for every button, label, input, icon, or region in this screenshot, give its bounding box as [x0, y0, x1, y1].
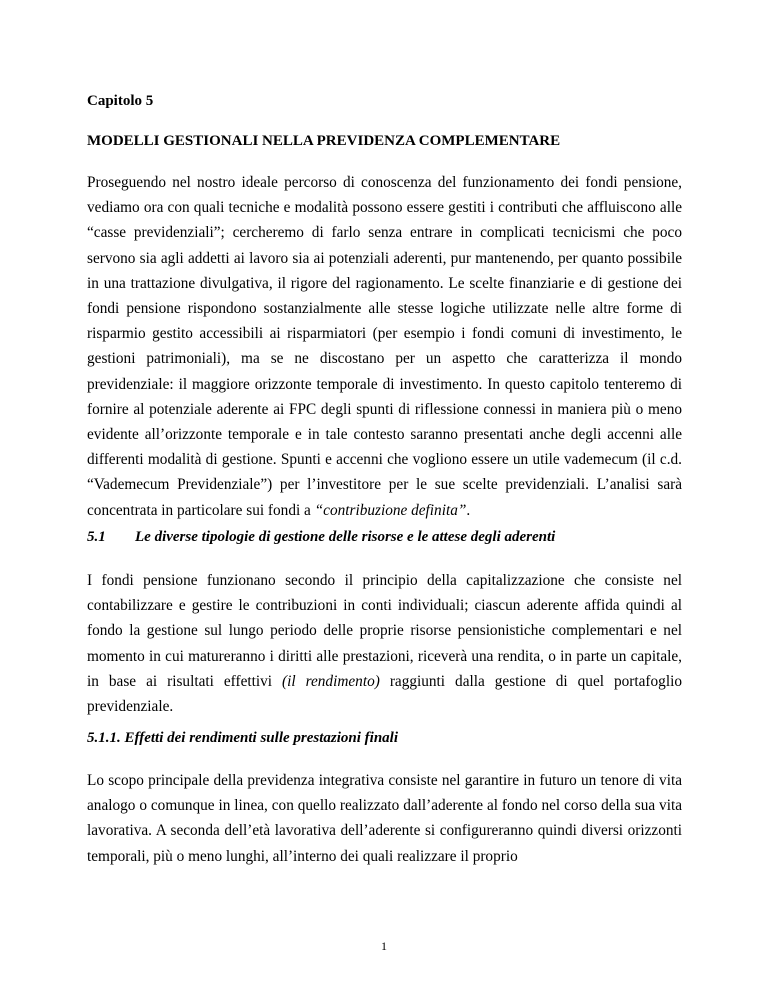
- section-paragraph-emphasis: (il rendimento): [282, 672, 380, 690]
- chapter-label: Capitolo 5: [87, 93, 154, 109]
- section-title: Le diverse tipologie di gestione delle risorse e le attese degli aderenti: [135, 529, 556, 545]
- intro-paragraph: [87, 170, 682, 523]
- subsection-paragraph: Lo scopo principale della previdenza integrativa consiste nel garantire in futuro un tenore di vita analogo o comunque in linea, con quello realizzato dall’aderente al fondo nel corso della sua vita lavorativa. A seconda dell’età lavorativa dell’aderente si configureranno quindi diversi orizzonti temporali, più o meno lunghi, all’interno dei quali realizzare il proprio: [87, 772, 682, 865]
- intro-paragraph-emphasis: “contribuzione definita”: [314, 501, 467, 519]
- intro-paragraph-text: Proseguendo nel nostro ideale percorso di conoscenza del funzionamento dei fondi pensione, vediamo ora con quali tecniche e modalità possono essere gestiti i contributi che affluiscono alle “casse previdenziali”; cercheremo di farlo senza entrare in complicati tecnicismi che poco servono sia agli addetti ai lavoro sia ai potenziali aderenti, pur mantenendo, per quanto possibile in una trattazione divulgativa, il rigore del ragionamento. Le scelte finanziarie e di gestione dei fondi pensione rispondono sostanzialmente alle stesse logiche utilizzate nelle altre forme di risparmio gestito accessibili ai risparmiatori (per esempio i fondi comuni di investimento, le gestioni patrimoniali), ma se ne discostano per un aspetto che caratterizza il mondo previdenziale: il maggiore orizzonte temporale di investimento. In questo capitolo tenteremo di fornire al potenziale aderente ai FPC degli spunti di riflessione connessi in maniera più o meno evidente all’orizzonte temporale e in tale contesto saranno presentati anche degli accenni alle differenti modalità di gestione. Spunti e accenni che vogliono essere un utile vademecum (il c.d. “Vademecum Previdenziale”) per l’investitore per le sue scelte previdenziali. L’analisi sarà concentrata in particolare sui fondi a: [87, 174, 682, 519]
- page-number: 1: [381, 939, 387, 953]
- section-number: 5.1: [87, 529, 106, 545]
- intro-paragraph-end: .: [466, 501, 471, 519]
- subsection-heading-5-1-1: 5.1.1. Effetti dei rendimenti sulle prestazioni finali: [87, 730, 398, 746]
- section-paragraph: [87, 568, 682, 719]
- section-paragraph-text: I fondi pensione funzionano secondo il principio della capitalizzazione che consiste nel contabilizzare e gestire le contribuzioni in conti individuali; ciascun aderente affida quindi al fondo la gestione sul lungo periodo delle proprie risorse pensionistiche complementari e nel momento in cui matureranno i diritti alle prestazioni, riceverà una rendita, o in parte un capitale, in base ai risultati effettivi: [87, 572, 682, 690]
- chapter-title: MODELLI GESTIONALI NELLA PREVIDENZA COMPLEMENTARE: [87, 133, 561, 149]
- section-heading-5-1: [87, 529, 555, 546]
- section-paragraph-end: raggiunti dalla gestione di quel portafoglio previdenziale.: [87, 672, 682, 716]
